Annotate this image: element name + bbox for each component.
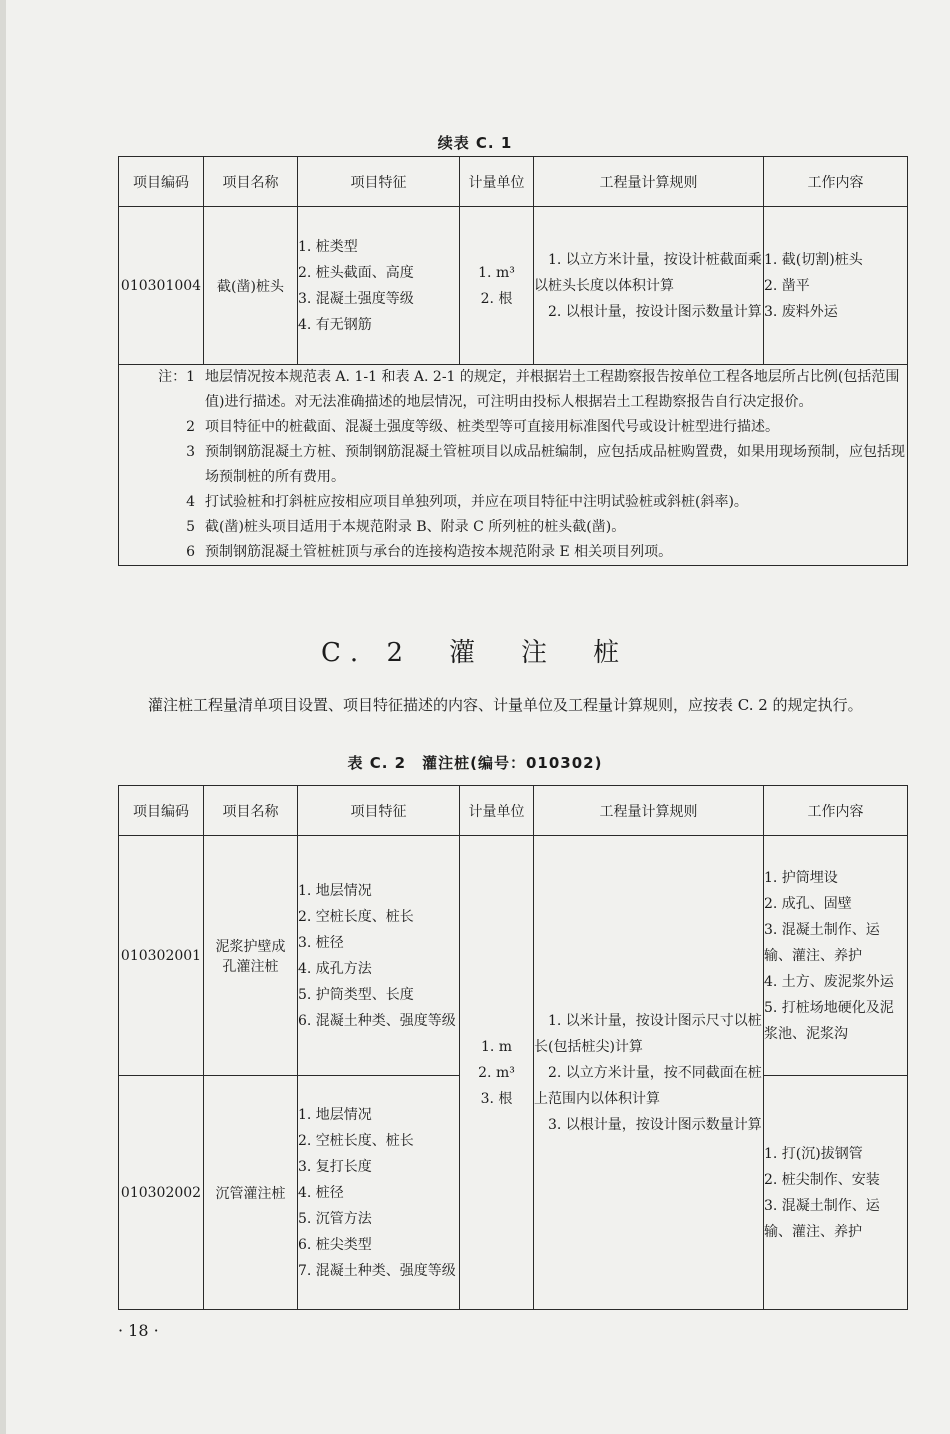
table-row: [119, 836, 908, 1076]
work-line: 3. 废料外运: [764, 303, 838, 320]
item-work: [764, 1076, 908, 1310]
unit-line: 2. 根: [480, 290, 513, 307]
header-name: 项目名称: [204, 786, 298, 836]
unit-line: 2. m³: [478, 1064, 515, 1081]
work-line: 2. 凿平: [764, 277, 810, 294]
table-c2-caption: 表 C. 2 灌注桩(编号：010302): [347, 754, 603, 772]
feature-line: 4. 桩径: [298, 1184, 344, 1201]
header-unit: 计量单位: [460, 786, 534, 836]
feature-line: 2. 空桩长度、桩长: [298, 1132, 414, 1149]
feature-line: 6. 混凝土种类、强度等级: [298, 1012, 456, 1029]
work-line: 3. 混凝土制作、运输、灌注、养护: [764, 921, 880, 964]
table-header-row: [119, 157, 908, 207]
work-line: 3. 混凝土制作、运输、灌注、养护: [764, 1197, 880, 1240]
note-text: 预制钢筋混凝土管桩桩顶与承台的连接构造按本规范附录 E 相关项目列项。: [205, 544, 673, 560]
table-c2: [118, 785, 908, 1310]
item-name: 截(凿)桩头: [204, 207, 298, 365]
note-item: [119, 540, 907, 565]
note-number: 1: [186, 369, 195, 385]
item-rules: [534, 207, 764, 365]
work-line: 2. 成孔、固壁: [764, 895, 852, 912]
header-features: 项目特征: [298, 157, 460, 207]
feature-line: 7. 混凝土种类、强度等级: [298, 1262, 456, 1279]
work-line: 1. 截(切割)桩头: [764, 251, 863, 268]
item-rules: [534, 836, 764, 1310]
header-rules: 工程量计算规则: [534, 786, 764, 836]
feature-line: 3. 混凝土强度等级: [298, 290, 414, 307]
item-work: [764, 207, 908, 365]
table-c1-continued: [118, 156, 908, 566]
note-text: 预制钢筋混凝土方桩、预制钢筋混凝土管桩项目以成品桩编制，应包括成品桩购置费，如果用现场预制，应包括现场预制桩的所有费用。: [205, 444, 905, 485]
page-spine: [0, 0, 6, 1434]
note-item: [119, 415, 907, 440]
note-number: 5: [186, 519, 195, 535]
item-code: 010302002: [119, 1076, 204, 1310]
work-line: 1. 护筒埋设: [764, 869, 838, 886]
notes-prefix: 注：: [158, 369, 187, 385]
feature-line: 6. 桩尖类型: [298, 1236, 372, 1253]
note-item: [119, 515, 907, 540]
item-name: 泥浆护壁成孔灌注桩: [204, 836, 298, 1076]
unit-line: 1. m³: [478, 264, 515, 281]
item-name: 沉管灌注桩: [204, 1076, 298, 1310]
feature-line: 2. 桩头截面、高度: [298, 264, 414, 281]
work-line: 1. 打(沉)拔钢管: [764, 1145, 863, 1162]
rule-paragraph: 1. 以米计量，按设计图示尺寸以桩长(包括桩尖)计算: [534, 1012, 762, 1055]
section-intro: 灌注桩工程量清单项目设置、项目特征描述的内容、计量单位及工程量计算规则，应按表 C. 2 的规定执行。: [148, 696, 863, 714]
item-features: [298, 836, 460, 1076]
section-title: C. 2 灌 注 桩: [320, 638, 630, 668]
work-line: 4. 土方、废泥浆外运: [764, 973, 894, 990]
rule-paragraph: 1. 以立方米计量，按设计桩截面乘以桩头长度以体积计算: [534, 251, 762, 294]
item-code: 010301004: [119, 207, 204, 365]
item-units: [460, 207, 534, 365]
work-line: 5. 打桩场地硬化及泥浆池、泥浆沟: [764, 999, 894, 1042]
unit-line: 1. m: [480, 1038, 513, 1055]
rule-paragraph: 3. 以根计量，按设计图示数量计算: [548, 1116, 762, 1133]
note-item: [119, 365, 907, 415]
item-features: [298, 207, 460, 365]
note-number: 4: [186, 494, 195, 510]
item-features: [298, 1076, 460, 1310]
note-number: 3: [186, 444, 195, 460]
note-text: 地层情况按本规范表 A. 1-1 和表 A. 2-1 的规定，并根据岩土工程勘察报告按单位工程各地层所占比例(包括范围值)进行描述。对无法准确描述的地层情况，可注明由投标人根据岩土工程勘察报告自行决定报价。: [205, 369, 900, 410]
rule-paragraph: 2. 以立方米计量，按不同截面在桩上范围内以体积计算: [534, 1064, 762, 1107]
header-features: 项目特征: [298, 786, 460, 836]
item-work: [764, 836, 908, 1076]
page-number: · 18 ·: [118, 1321, 159, 1340]
note-text: 打试验桩和打斜桩应按相应项目单独列项，并应在项目特征中注明试验桩或斜桩(斜率)。: [205, 494, 748, 510]
header-rules: 工程量计算规则: [534, 157, 764, 207]
rule-paragraph: 2. 以根计量，按设计图示数量计算: [548, 303, 762, 320]
unit-line: 3. 根: [480, 1090, 513, 1107]
feature-line: 4. 有无钢筋: [298, 316, 372, 333]
work-line: 2. 桩尖制作、安装: [764, 1171, 880, 1188]
feature-line: 3. 桩径: [298, 934, 344, 951]
header-code: 项目编码: [119, 157, 204, 207]
feature-line: 1. 地层情况: [298, 1106, 372, 1123]
table-row: [119, 207, 908, 365]
feature-line: 1. 地层情况: [298, 882, 372, 899]
note-item: [119, 440, 907, 490]
note-text: 截(凿)桩头项目适用于本规范附录 B、附录 C 所列桩的桩头截(凿)。: [205, 519, 626, 535]
feature-line: 3. 复打长度: [298, 1158, 372, 1175]
item-code: 010302001: [119, 836, 204, 1076]
header-work: 工作内容: [764, 157, 908, 207]
feature-line: 1. 桩类型: [298, 238, 358, 255]
header-code: 项目编码: [119, 786, 204, 836]
feature-line: 2. 空桩长度、桩长: [298, 908, 414, 925]
header-work: 工作内容: [764, 786, 908, 836]
note-number: 6: [186, 544, 195, 560]
feature-line: 5. 护筒类型、长度: [298, 986, 414, 1003]
table-c1-caption: 续表 C. 1: [437, 134, 513, 152]
note-item: [119, 490, 907, 515]
note-number: 2: [186, 419, 195, 435]
feature-line: 4. 成孔方法: [298, 960, 372, 977]
notes-block: [119, 365, 908, 566]
header-name: 项目名称: [204, 157, 298, 207]
note-text: 项目特征中的桩截面、混凝土强度等级、桩类型等可直接用标准图代号或设计桩型进行描述。: [205, 419, 779, 435]
feature-line: 5. 沉管方法: [298, 1210, 372, 1227]
notes-row: [119, 365, 908, 566]
table-header-row: [119, 786, 908, 836]
item-units: [460, 836, 534, 1310]
header-unit: 计量单位: [460, 157, 534, 207]
